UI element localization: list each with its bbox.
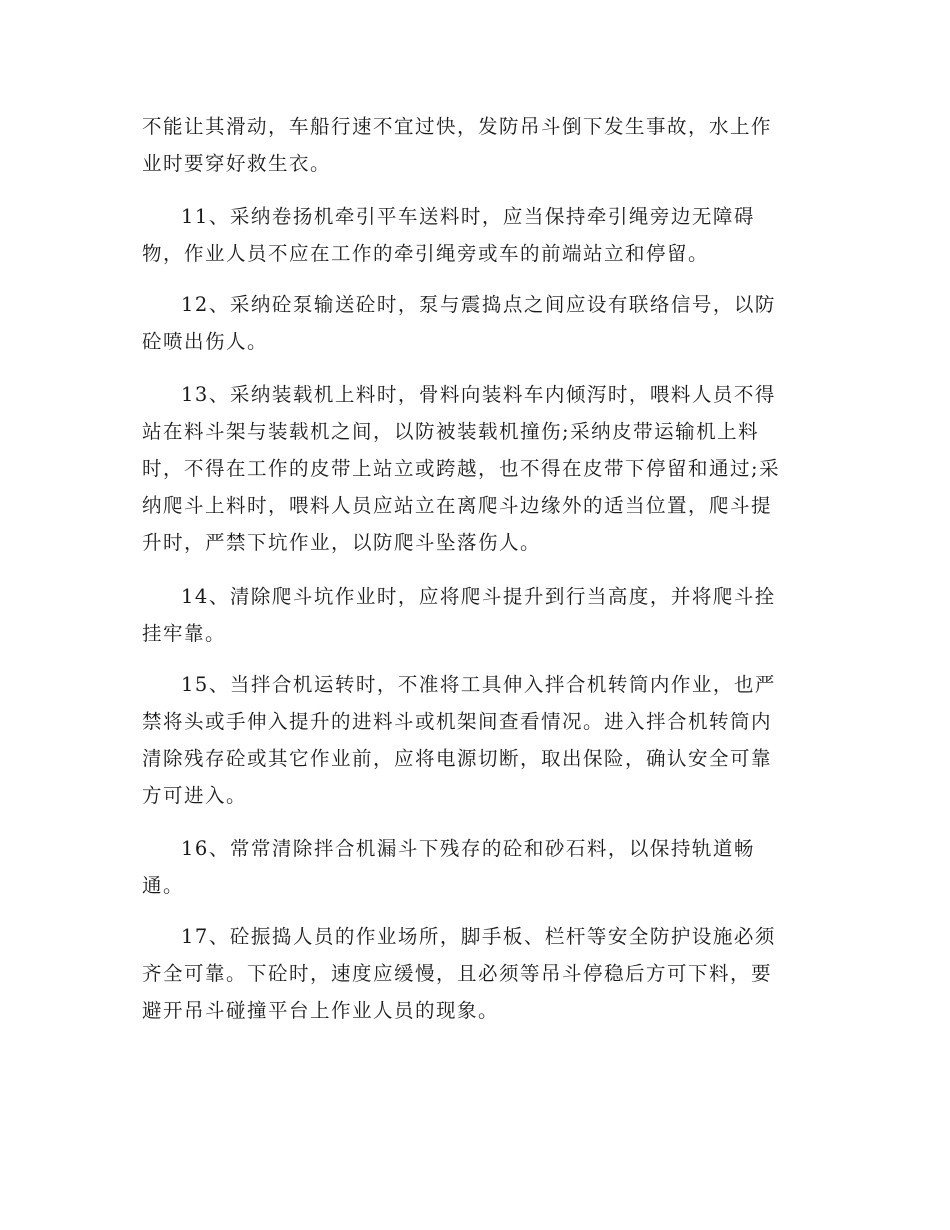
paragraph-line: 12、采纳砼泵输送砼时，泵与震捣点之间应设有联络信号，以防: [181, 293, 776, 316]
paragraph-item-11: [142, 198, 812, 272]
paragraph-item-13: [142, 376, 812, 561]
paragraph-line: 砼喷出伤人。: [142, 330, 269, 353]
paragraph-line: 16、常常清除拌合机漏斗下残存的砼和砂石料，以保持轨道畅: [181, 837, 755, 860]
paragraph-line: 清除残存砼或其它作业前，应将电源切断，取出保险，确认安全可靠: [142, 747, 773, 770]
paragraph-line: 禁将头或手伸入提升的进料斗或机架间查看情况。进入拌合机转筒内: [142, 710, 773, 733]
paragraph-item-12: [142, 286, 812, 360]
paragraph-line: 通。: [142, 874, 185, 897]
paragraph-line: 15、当拌合机运转时，不准将工具伸入拌合机转筒内作业，也严: [181, 673, 776, 696]
paragraph-line: 纳爬斗上料时，喂料人员应站立在离爬斗边缘外的适当位置，爬斗提: [142, 494, 773, 517]
paragraph-line: 方可进入。: [142, 784, 248, 807]
paragraph-item-16: [142, 830, 812, 904]
paragraph-item-15: [142, 666, 812, 814]
paragraph-line: 11、采纳卷扬机牵引平车送料时，应当保持牵引绳旁边无障碍: [181, 205, 755, 228]
paragraph-line: 站在料斗架与装载机之间，以防被装载机撞伤;采纳皮带运输机上料: [142, 420, 760, 443]
paragraph-line: 17、砼振捣人员的作业场所，脚手板、栏杆等安全防护设施必须: [181, 925, 776, 948]
paragraph-line: 不能让其滑动，车船行速不宜过快，发防吊斗倒下发生事故，水上作: [142, 115, 773, 138]
paragraph-line: 13、采纳装载机上料时，骨料向装料车内倾泻时，喂料人员不得: [181, 383, 776, 406]
paragraph-continuation: [142, 108, 812, 182]
paragraph-item-14: [142, 578, 812, 652]
paragraph-line: 业时要穿好救生衣。: [142, 152, 332, 175]
paragraph-line: 物，作业人员不应在工作的牵引绳旁或车的前端站立和停留。: [142, 242, 710, 265]
paragraph-line: 升时，严禁下坑作业，以防爬斗坠落伤人。: [142, 531, 542, 554]
paragraph-line: 挂牢靠。: [142, 622, 227, 645]
paragraph-item-17: [142, 918, 812, 1029]
paragraph-line: 避开吊斗碰撞平台上作业人员的现象。: [142, 999, 500, 1022]
paragraph-line: 时，不得在工作的皮带上站立或跨越，也不得在皮带下停留和通过;采: [142, 457, 781, 480]
paragraph-line: 齐全可靠。下砼时，速度应缓慢，且必须等吊斗停稳后方可下料，要: [142, 962, 773, 985]
paragraph-line: 14、清除爬斗坑作业时，应将爬斗提升到行当高度，并将爬斗拴: [181, 585, 776, 608]
